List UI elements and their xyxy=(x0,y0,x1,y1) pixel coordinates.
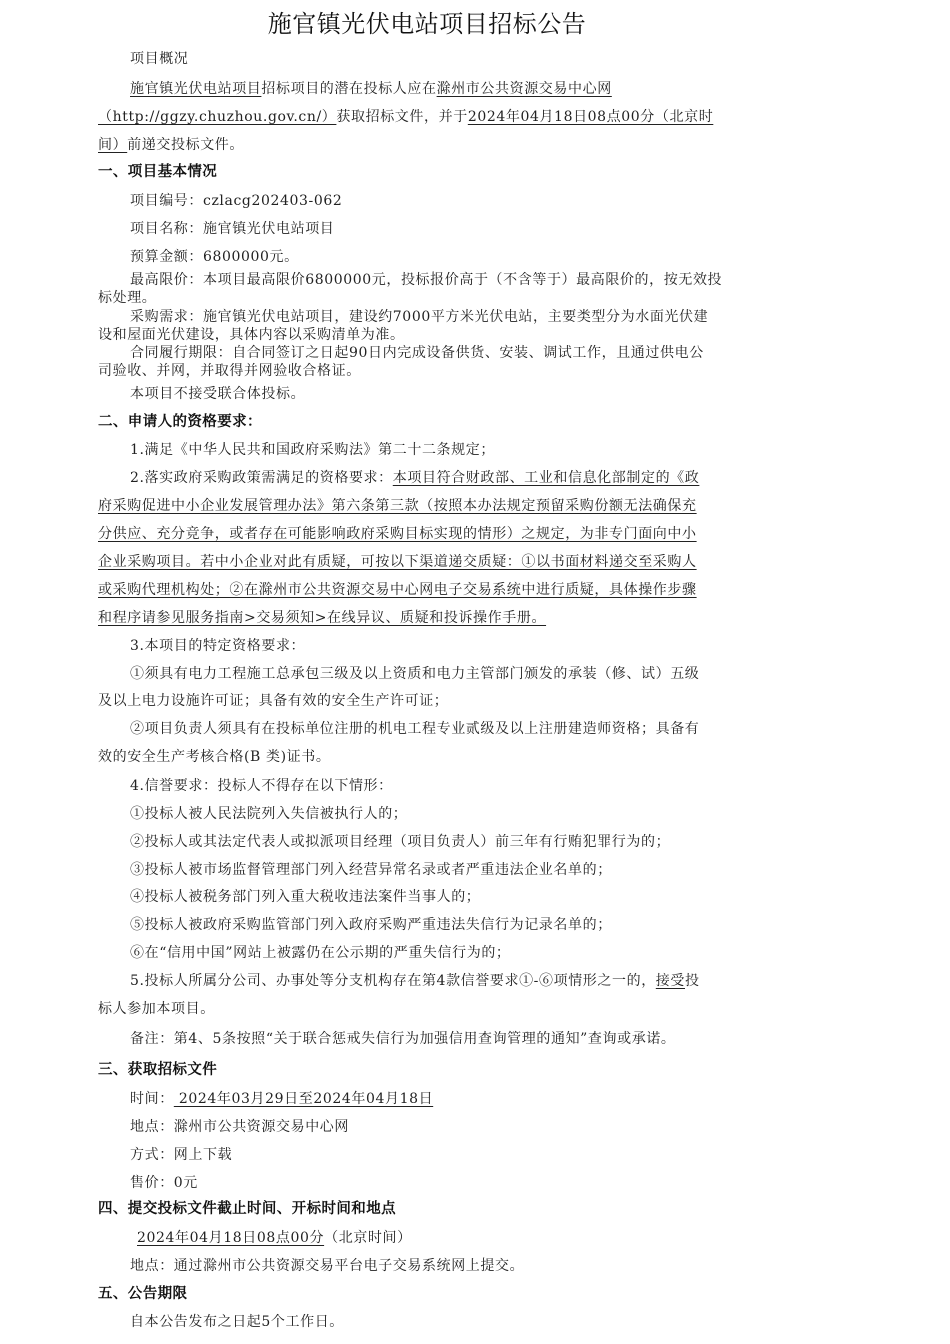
obtain-time-label: 时间： xyxy=(130,1091,174,1107)
requirement-5-text: 5.投标人所属分公司、办事处等分支机构存在第4款信誉要求①-⑥项情形之一的， xyxy=(130,973,656,989)
requirement-4-1: ①投标人被人民法院列入失信被执行人的； xyxy=(130,806,408,822)
project-code: 项目编号：czlacg202403-062 xyxy=(130,193,343,209)
overview-project-name: 施官镇光伏电站项目 xyxy=(130,81,262,97)
overview-deadline: 2024年04月18日08点00分（北京时 xyxy=(467,109,714,125)
obtain-time xyxy=(130,1090,754,1108)
requirement-note: 备注：第4、5条按照“关于联合惩戒失信行为加强信用查询管理的通知”查询或承诺。 xyxy=(130,1031,676,1047)
consortium-note: 本项目不接受联合体投标。 xyxy=(130,386,306,402)
requirement-5-accept: 接受 xyxy=(655,973,685,989)
requirement-4-2: ②投标人或其法定代表人或拟派项目经理（项目负责人）前三年有行贿犯罪行为的； xyxy=(130,834,671,850)
submit-deadline-tz: （北京时间） xyxy=(324,1230,412,1246)
requirement-2-line-4: 企业采购项目。若中小企业对此有质疑，可按以下渠道递交质疑：①以书面材料递交至采购人 xyxy=(98,554,697,570)
requirement-2-line-2: 府采购促进中小企业发展管理办法》第六条第三款（按照本办法规定预留采购份额无法确保充 xyxy=(98,498,697,514)
requirement-4-4: ④投标人被税务部门列入重大税收违法案件当事人的； xyxy=(130,889,481,905)
submit-deadline-value: 2024年04月18日08点00分 xyxy=(137,1230,325,1246)
overview-deadline-end: 间） xyxy=(98,137,128,153)
requirement-2-lead: 2.落实政府采购政策需满足的资格要求： xyxy=(130,470,393,486)
obtain-price: 售价：0元 xyxy=(130,1175,198,1191)
requirement-3-2-line-1: ②项目负责人须具有在投标单位注册的机电工程专业贰级及以上注册建造师资格；具备有 xyxy=(130,721,700,737)
demand-line-2: 设和屋面光伏建设，具体内容以采购清单为准。 xyxy=(98,327,405,343)
requirement-3-1-line-2: 及以上电力设施许可证；具备有效的安全生产许可证； xyxy=(98,693,449,709)
overview-line-2 xyxy=(98,108,754,126)
submit-place: 地点：通过滁州市公共资源交易平台电子交易系统网上提交。 xyxy=(130,1258,525,1274)
overview-text: 获取招标文件，并于 xyxy=(336,109,468,125)
overview-line-1 xyxy=(130,80,754,98)
requirement-2-line-1 xyxy=(130,469,754,487)
demand-line-1: 采购需求：施官镇光伏电站项目，建设约7000平方米光伏电站，主要类型分为水面光伏建 xyxy=(130,309,709,325)
requirement-5-line-1 xyxy=(130,972,754,990)
period-line-2: 司验收、并网，并取得并网验收合格证。 xyxy=(98,363,361,379)
requirement-2-text: 本项目符合财政部、工业和信息化部制定的《政 xyxy=(392,470,700,486)
overview-text: 招标项目的潜在投标人应在 xyxy=(261,81,437,97)
requirement-3: 3.本项目的特定资格要求： xyxy=(130,638,306,654)
section-3-heading: 三、获取招标文件 xyxy=(98,1062,218,1078)
requirement-4: 4.信誉要求：投标人不得存在以下情形： xyxy=(130,778,393,794)
requirement-5-line-2: 标人参加本项目。 xyxy=(98,1001,215,1017)
requirement-3-1-line-1: ①须具有电力工程施工总承包三级及以上资质和电力主管部门颁发的承装（修、试）五级 xyxy=(130,666,700,682)
project-name: 项目名称：施官镇光伏电站项目 xyxy=(130,221,335,237)
section-2-heading: 二、申请人的资格要求： xyxy=(98,414,262,430)
section-1-heading: 一、项目基本情况 xyxy=(98,164,218,180)
overview-site-link[interactable]: 滁州市公共资源交易中心网 xyxy=(436,81,612,97)
requirement-5-text: 投 xyxy=(685,973,700,989)
max-price-line-1: 最高限价：本项目最高限价6800000元，投标报价高于（不含等于）最高限价的，按无效投 xyxy=(130,272,723,288)
overview-text: 前递交投标文件。 xyxy=(127,137,245,153)
submit-deadline xyxy=(137,1229,793,1247)
obtain-method: 方式：网上下载 xyxy=(130,1147,233,1163)
overview-heading: 项目概况 xyxy=(130,51,189,67)
budget-amount: 预算金额：6800000元。 xyxy=(130,249,299,265)
overview-line-3 xyxy=(98,136,754,154)
section-5-heading: 五、公告期限 xyxy=(98,1286,188,1302)
overview-url-link[interactable]: （http://ggzy.chuzhou.gov.cn/） xyxy=(98,109,337,125)
requirement-4-3: ③投标人被市场监督管理部门列入经营异常名录或者严重违法企业名单的； xyxy=(130,862,612,878)
requirement-2-line-5: 或采购代理机构处；②在滁州市公共资源交易中心网电子交易系统中进行质疑，具体操作步骤 xyxy=(98,582,697,598)
page-title: 施官镇光伏电站项目招标公告 xyxy=(267,10,587,38)
announcement-period: 自本公告发布之日起5个工作日。 xyxy=(130,1314,344,1330)
requirement-1: 1.满足《中华人民共和国政府采购法》第二十二条规定； xyxy=(130,442,495,458)
requirement-4-5: ⑤投标人被政府采购监管部门列入政府采购严重违法失信行为记录名单的； xyxy=(130,917,612,933)
period-line-1: 合同履行期限：自合同签订之日起90日内完成设备供货、安装、调试工作，且通过供电公 xyxy=(130,345,704,361)
obtain-time-value: 2024年03月29日至2024年04月18日 xyxy=(173,1091,434,1107)
requirement-2-line-3: 分供应、充分竞争，或者存在可能影响政府采购目标实现的情形）之规定，为非专门面向中小 xyxy=(98,526,697,542)
obtain-place: 地点：滁州市公共资源交易中心网 xyxy=(130,1119,349,1135)
requirement-2-line-6: 和程序请参见服务指南>交易须知>在线异议、质疑和投诉操作手册。 xyxy=(98,610,547,626)
section-4-heading: 四、提交投标文件截止时间、开标时间和地点 xyxy=(98,1201,396,1217)
requirement-4-6: ⑥在“信用中国”网站上被露仍在公示期的严重失信行为的； xyxy=(130,945,511,961)
max-price-line-2: 标处理。 xyxy=(98,290,157,306)
requirement-3-2-line-2: 效的安全生产考核合格(B 类)证书。 xyxy=(98,749,331,765)
